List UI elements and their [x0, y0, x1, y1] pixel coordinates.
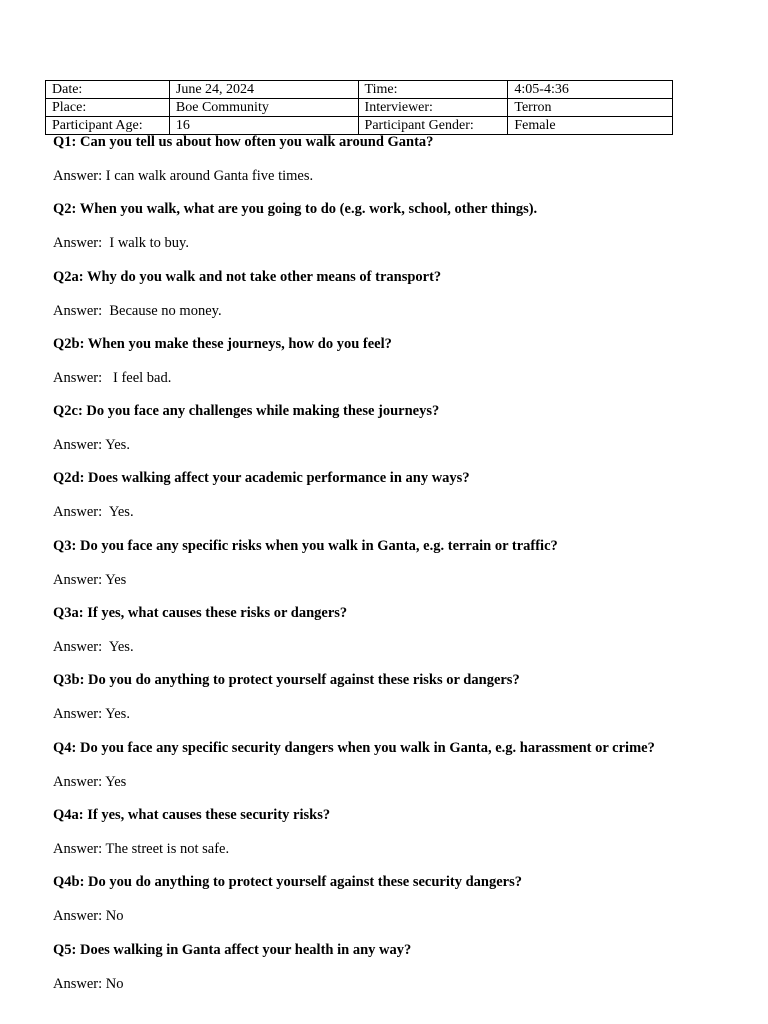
table-row [46, 81, 673, 99]
question-text: Q2c: Do you face any challenges while making these journeys? [53, 403, 440, 420]
question-text: Q3b: Do you do anything to protect yourself against these risks or dangers? [53, 672, 520, 689]
table-cell: June 24, 2024 [169, 81, 358, 99]
qa-item [53, 133, 763, 200]
answer-text: Answer: I feel bad. [53, 369, 172, 386]
qa-item [53, 806, 763, 873]
question-text: Q4: Do you face any specific security dangers when you walk in Ganta, e.g. harassment or crime? [53, 739, 655, 756]
interview-info-table [45, 80, 673, 135]
question-text: Q3a: If yes, what causes these risks or dangers? [53, 605, 348, 622]
table-cell: 4:05-4:36 [508, 81, 673, 99]
qa-item [53, 469, 763, 536]
question-text: Q4b: Do you do anything to protect yourself against these security dangers? [53, 874, 522, 891]
question-text: Q2d: Does walking affect your academic performance in any ways? [53, 470, 470, 487]
table-cell: 16 [169, 117, 358, 135]
answer-text: Answer: I walk to buy. [53, 235, 189, 252]
table-cell: Terron [508, 99, 673, 117]
table-cell: Place: [46, 99, 170, 117]
table-cell: Participant Age: [46, 117, 170, 135]
question-text: Q1: Can you tell us about how often you walk around Ganta? [53, 134, 434, 150]
answer-text: Answer: Yes. [53, 706, 130, 723]
answer-text: Answer: Yes. [53, 639, 134, 656]
answer-text: Answer: Yes. [53, 504, 134, 521]
qa-item [53, 604, 763, 671]
qa-item [53, 402, 763, 469]
qa-item [53, 335, 763, 402]
qa-item [53, 941, 763, 1008]
question-text: Q2b: When you make these journeys, how do you feel? [53, 335, 392, 352]
qa-item [53, 200, 763, 267]
answer-text: Answer: No [53, 908, 124, 925]
qa-item [53, 671, 763, 738]
answer-text: Answer: No [53, 975, 124, 992]
table-cell: Interviewer: [358, 99, 508, 117]
qa-item [53, 873, 763, 940]
table-cell: Date: [46, 81, 170, 99]
table-cell: Female [508, 117, 673, 135]
question-text: Q3: Do you face any specific risks when you walk in Ganta, e.g. terrain or traffic? [53, 537, 558, 554]
question-text: Q2a: Why do you walk and not take other means of transport? [53, 268, 442, 285]
table-row [46, 117, 673, 135]
answer-text: Answer: Yes [53, 773, 127, 790]
qa-item [53, 537, 763, 604]
table-cell: Time: [358, 81, 508, 99]
question-text: Q2: When you walk, what are you going to do (e.g. work, school, other things). [53, 201, 538, 218]
qa-item [53, 739, 763, 806]
question-text: Q5: Does walking in Ganta affect your health in any way? [53, 941, 412, 958]
question-text: Q4a: If yes, what causes these security risks? [53, 806, 331, 823]
answer-text: Answer: Yes [53, 571, 127, 588]
qa-item [53, 268, 763, 335]
answer-text: Answer: I can walk around Ganta five times. [53, 168, 314, 184]
question-answer-list [53, 133, 763, 1008]
answer-text: Answer: Because no money. [53, 302, 222, 319]
answer-text: Answer: The street is not safe. [53, 840, 230, 857]
table-cell: Participant Gender: [358, 117, 508, 135]
table-row [46, 99, 673, 117]
table-cell: Boe Community [169, 99, 358, 117]
answer-text: Answer: Yes. [53, 437, 130, 454]
